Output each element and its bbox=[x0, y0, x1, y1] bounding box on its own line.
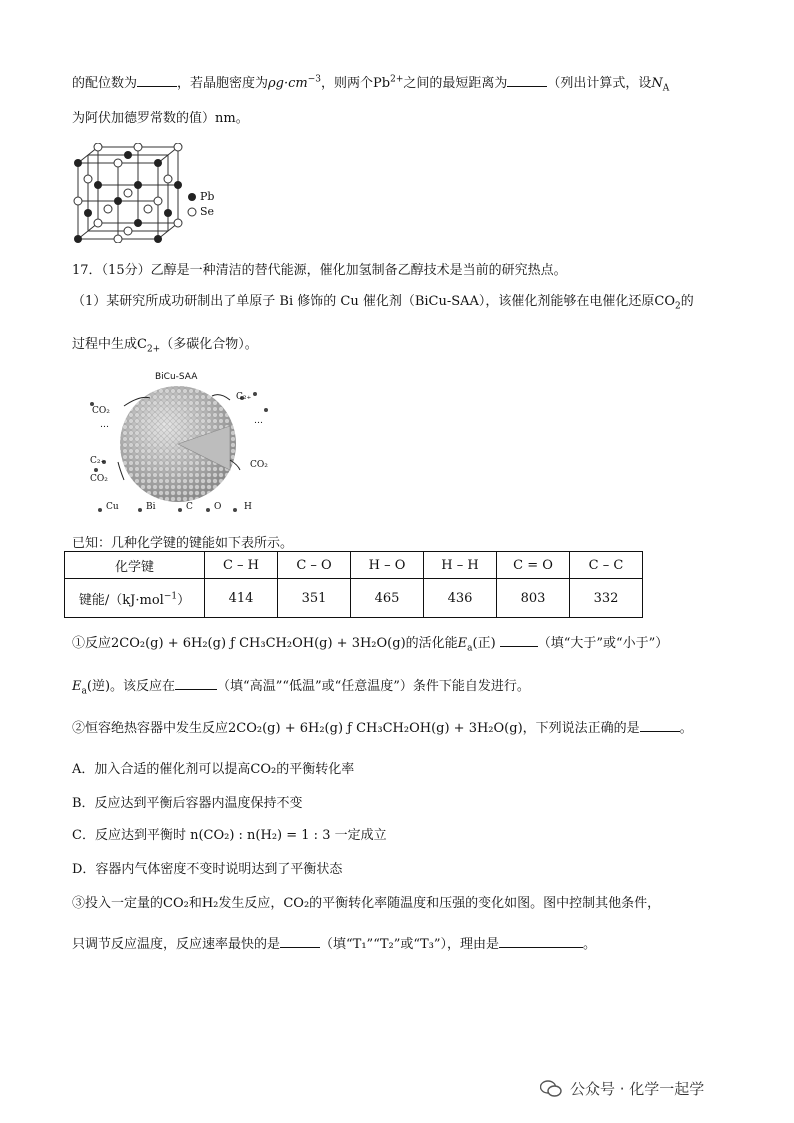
part3-line-2 bbox=[72, 933, 596, 952]
text: 2+ bbox=[390, 74, 404, 85]
option-d[interactable]: D．容器内气体密度不变时说明达到了平衡状态 bbox=[72, 862, 343, 877]
text: a bbox=[467, 643, 473, 654]
part2-line bbox=[72, 717, 693, 736]
part3-line-1: ③投入一定量的CO₂和H₂发生反应，CO₂的平衡转化率随温度和压强的变化如图。图中控制其他条件， bbox=[72, 896, 661, 911]
answer-blank[interactable] bbox=[507, 74, 547, 87]
text: （列出计算式，设 bbox=[547, 76, 652, 91]
q17-p2 bbox=[72, 333, 258, 355]
equation: 2CO₂(g) + 6H₂(g) ƒ CH₃CH₂OH(g) + 3H₂O(g) bbox=[228, 721, 523, 736]
text: 过程中生成C bbox=[72, 337, 147, 352]
catalyst-legend-cu: Cu bbox=[106, 502, 119, 512]
answer-blank[interactable] bbox=[137, 74, 177, 87]
table-header-cell: 化学键 bbox=[65, 552, 205, 579]
option-c[interactable]: C．反应达到平衡时 n(CO₂) : n(H₂) = 1 : 3 一定成立 bbox=[72, 828, 387, 843]
answer-blank[interactable] bbox=[280, 935, 320, 948]
text: (逆) bbox=[86, 679, 111, 694]
text: 之间的最短距离为 bbox=[403, 76, 508, 91]
answer-blank[interactable] bbox=[640, 719, 680, 732]
table-cell: 332 bbox=[570, 579, 643, 618]
text: 只调节反应温度，反应速率最快的是 bbox=[72, 937, 281, 952]
se-legend-dot bbox=[188, 208, 196, 216]
text: ρg·cm bbox=[268, 76, 308, 91]
catalyst-legend-h: H bbox=[244, 502, 252, 512]
answer-blank[interactable] bbox=[500, 634, 538, 647]
option-a[interactable]: A．加入合适的催化剂可以提高CO₂的平衡转化率 bbox=[72, 762, 355, 777]
catalyst-label: CO₂ bbox=[92, 406, 110, 416]
q17-p1 bbox=[72, 290, 694, 312]
answer-blank[interactable] bbox=[499, 935, 583, 948]
text: （填“高温”“低温”或“任意温度”）条件下能自发进行。 bbox=[217, 679, 530, 694]
table-cell: 414 bbox=[205, 579, 278, 618]
catalyst-label: … bbox=[254, 416, 263, 426]
text: 的活化能 bbox=[405, 636, 458, 651]
table-cell: C – C bbox=[570, 552, 643, 579]
option-b[interactable]: B．反应达到平衡后容器内温度保持不变 bbox=[72, 796, 303, 811]
text: 2 bbox=[675, 301, 681, 312]
text: 的 bbox=[680, 294, 694, 309]
known-line: 已知：几种化学键的键能如下表所示。 bbox=[72, 536, 294, 551]
part1-line-1 bbox=[72, 632, 668, 654]
top-line-2: 为阿伏加德罗常数的值）nm。 bbox=[72, 111, 249, 126]
text: （填“T₁”“T₂”或“T₃”），理由是 bbox=[320, 937, 500, 952]
text: E bbox=[72, 679, 82, 694]
text: （1）某研究所成功研制出了单原子 Bi 修饰的 Cu 催化剂（BiCu-SAA），该催化剂能够在电催化还原CO bbox=[72, 294, 676, 309]
catalyst-legend-c: C bbox=[186, 502, 193, 512]
text: E bbox=[457, 636, 468, 651]
catalyst-title: BiCu-SAA bbox=[155, 372, 198, 382]
text: ②恒容绝热容器中发生反应 bbox=[72, 721, 229, 736]
text: ，则两个Pb bbox=[321, 76, 391, 91]
q17-header: 17．（15分）乙醇是一种清洁的替代能源，催化加氢制备乙醇技术是当前的研究热点。 bbox=[72, 263, 567, 278]
text: （多碳化合物）。 bbox=[160, 337, 258, 352]
table-cell: 351 bbox=[278, 579, 351, 618]
part1-line-2 bbox=[72, 675, 530, 697]
table-row bbox=[65, 552, 643, 579]
table-cell: C – O bbox=[278, 552, 351, 579]
bond-energy-table bbox=[64, 551, 643, 618]
text: ，若晶胞密度为 bbox=[177, 76, 269, 91]
table-cell: 465 bbox=[351, 579, 424, 618]
equation: 2CO₂(g) + 6H₂(g) ƒ CH₃CH₂OH(g) + 3H₂O(g) bbox=[111, 636, 406, 651]
watermark bbox=[540, 1078, 704, 1099]
text: 键能/（kJ·mol bbox=[78, 592, 164, 608]
table-cell: 436 bbox=[424, 579, 497, 618]
watermark-text: 公众号 · 化学一起学 bbox=[570, 1080, 705, 1098]
catalyst-label: … bbox=[100, 420, 109, 430]
text: 。 bbox=[583, 937, 597, 952]
text: −3 bbox=[307, 74, 322, 85]
text: −1 bbox=[163, 591, 178, 602]
answer-blank[interactable] bbox=[175, 677, 217, 690]
text: 。 bbox=[679, 721, 693, 736]
legend-se: Se bbox=[200, 205, 215, 218]
catalyst-legend-bi: Bi bbox=[146, 502, 156, 512]
table-cell: C = O bbox=[497, 552, 570, 579]
wechat-icon bbox=[540, 1080, 562, 1098]
table-cell: 803 bbox=[497, 579, 570, 618]
catalyst-label: C₂₊ bbox=[236, 392, 252, 402]
text: ，下列说法正确的是 bbox=[522, 721, 640, 736]
pb-legend-dot bbox=[188, 193, 196, 201]
catalyst-label: CO₂ bbox=[250, 460, 268, 470]
text: 。该反应在 bbox=[110, 679, 176, 694]
table-row bbox=[65, 579, 643, 618]
table-header-cell bbox=[65, 579, 205, 618]
catalyst-legend-o: O bbox=[214, 502, 222, 512]
table-cell: H – H bbox=[424, 552, 497, 579]
text: a bbox=[81, 686, 87, 697]
text: 2+ bbox=[146, 344, 161, 355]
text: 的配位数为 bbox=[72, 76, 138, 91]
text: A bbox=[662, 83, 670, 94]
legend-pb: Pb bbox=[200, 190, 215, 203]
catalyst-label: C₂₊ bbox=[90, 456, 106, 466]
text: N bbox=[651, 76, 663, 91]
text: (正) bbox=[472, 636, 496, 651]
table-cell: H – O bbox=[351, 552, 424, 579]
top-line-1 bbox=[72, 72, 669, 94]
text: ） bbox=[177, 592, 191, 608]
table-cell: C – H bbox=[205, 552, 278, 579]
catalyst-figure bbox=[80, 370, 290, 518]
catalyst-label: CO₂ bbox=[90, 474, 108, 484]
text: （填“大于”或“小于”） bbox=[537, 636, 669, 651]
text: ①反应 bbox=[72, 636, 112, 651]
